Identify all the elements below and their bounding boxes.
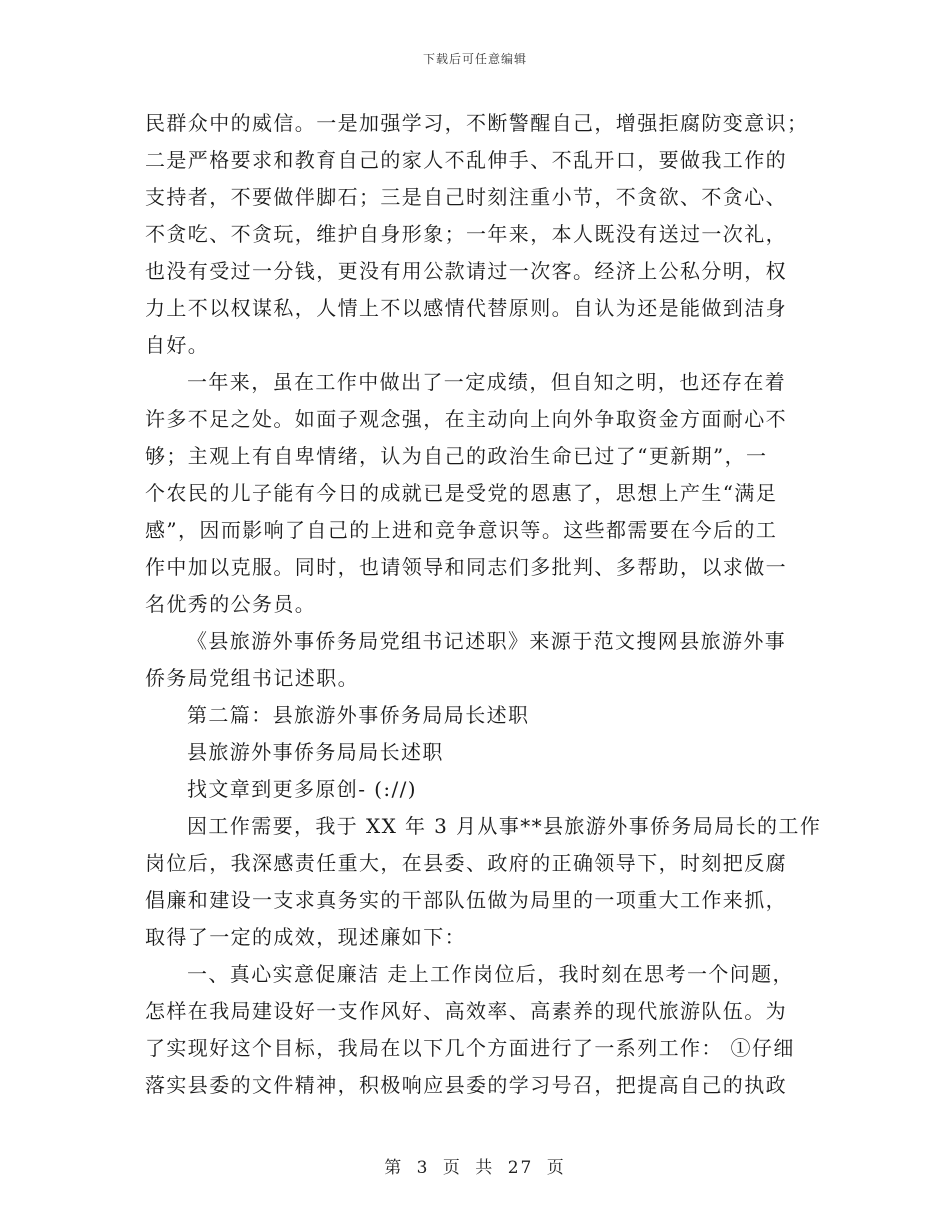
paragraph-line: 够；主观上有自卑情绪，认为自己的政治生命已过了“更新期”，一: [145, 444, 768, 468]
paragraph-first-line: 县旅游外事侨务局局长述职: [187, 740, 444, 764]
paragraph-line: 怎样在我局建设好一支作风好、高效率、高素养的现代旅游队伍。为: [145, 999, 787, 1023]
paragraph-line: 感”，因而影响了自己的上进和竞争意识等。这些都需要在今后的工: [145, 518, 778, 542]
document-body: [145, 105, 822, 1104]
paragraph-line: 力上不以权谋私，人情上不以感情代替原则。自认为还是能做到洁身: [145, 296, 787, 320]
paragraph-line: 民群众中的威信。一是加强学习，不断警醒自己，增强拒腐防变意识；: [145, 111, 809, 135]
paragraph-line: 名优秀的公务员。: [145, 592, 317, 616]
paragraph-first-line: 一年来，虽在工作中做出了一定成绩，但自知之明，也还存在着: [187, 370, 787, 394]
paragraph-line: 个农民的儿子能有今日的成就已是受党的恩惠了，思想上产生“满足: [145, 481, 778, 505]
page-header: 下载后可任意编辑: [422, 52, 527, 66]
paragraph-line: 了实现好这个目标，我局在以下几个方面进行了一系列工作： ①仔细: [145, 1036, 795, 1060]
paragraph-first-line: 因工作需要，我于 XX 年 3 月从事**县旅游外事侨务局局长的工作: [187, 814, 822, 838]
paragraph-first-line: 《县旅游外事侨务局党组书记述职》来源于范文搜网县旅游外事: [187, 629, 787, 653]
paragraph-line: 岗位后，我深感责任重大，在县委、政府的正确领导下，时刻把反腐: [145, 851, 787, 875]
page-footer: 第 3 页 共 27 页: [384, 1158, 566, 1178]
paragraph-first-line: 找文章到更多原创- (://): [187, 777, 417, 801]
paragraph-first-line: 一、真心实意促廉洁 走上工作岗位后，我时刻在思考一个问题，: [187, 962, 794, 986]
paragraph-line: 作中加以克服。同时，也请领导和同志们多批判、多帮助，以求做一: [145, 555, 787, 579]
paragraph-line: 不贪吃、不贪玩，维护自身形象；一年来，本人既没有送过一次礼，: [145, 222, 787, 246]
paragraph-line: 落实县委的文件精神，积极响应县委的学习号召，把提高自己的执政: [145, 1073, 787, 1097]
paragraph-line: 许多不足之处。如面子观念强，在主动向上向外争取资金方面耐心不: [145, 407, 787, 431]
paragraph-first-line: 第二篇：县旅游外事侨务局局长述职: [187, 703, 530, 727]
paragraph-line: 倡廉和建设一支求真务实的干部队伍做为局里的一项重大工作来抓，: [145, 888, 787, 912]
paragraph-line: 也没有受过一分钱，更没有用公款请过一次客。经济上公私分明，权: [145, 259, 787, 283]
paragraph-line: 侨务局党组书记述职。: [145, 666, 359, 690]
paragraph-line: 取得了一定的成效，现述廉如下：: [145, 925, 466, 949]
paragraph-line: 支持者，不要做伴脚石；三是自己时刻注重小节，不贪欲、不贪心、: [145, 185, 787, 209]
paragraph-line: 二是严格要求和教育自己的家人不乱伸手、不乱开口，要做我工作的: [145, 148, 787, 172]
paragraph-line: 自好。: [145, 333, 210, 357]
